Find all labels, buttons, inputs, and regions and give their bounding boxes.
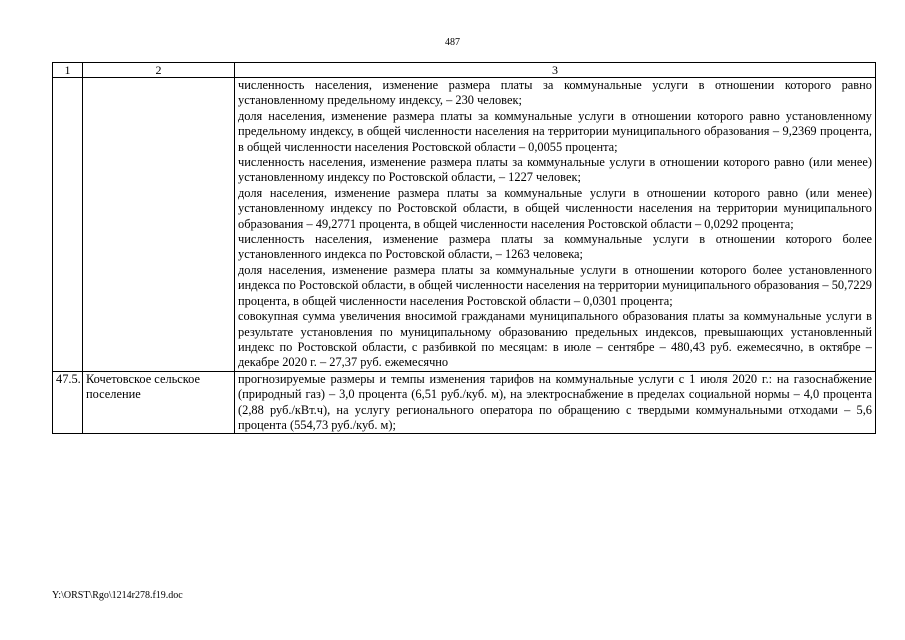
row-number-cell bbox=[53, 78, 83, 372]
content-paragraph: доля населения, изменение размера платы за коммунальные услуги в отношении которого более установленного индекса по Ростовской области, в общей численности населения на территории муниципального образования – 50,7229 процента, в общей численности населения Ростовской области – 0,0301 процента; bbox=[238, 262, 872, 308]
content-paragraph: совокупная сумма увеличения вносимой гражданами муниципального образования платы за коммунальные услуги в результате установления по муниципальному образованию предельных индексов, превышающих установленный индекс по Ростовской области, с разбивкой по месяцам: в июле – сентябре – 480,43 руб. ежемесячно, в октябре – декабре 2020 г. – 27,37 руб. ежемесячно bbox=[238, 309, 872, 370]
column-header-3: 3 bbox=[235, 63, 876, 78]
row-name-cell bbox=[83, 78, 235, 372]
content-paragraph: численность населения, изменение размера платы за коммунальные услуги в отношении которого равно (или менее) установленному индексу по Ростовской области, – 1227 человек; bbox=[238, 155, 872, 185]
content-paragraph: доля населения, изменение размера платы за коммунальные услуги в отношении которого равно (или менее) установленному индексу по Ростовской области, в общей численности населения на территории муниципального образования – 49,2771 процента, в общей численности населения Ростовской области – 0,0292 процента; bbox=[238, 185, 872, 231]
content-paragraph: численность населения, изменение размера платы за коммунальные услуги в отношении которого более установленного индекса по Ростовской области, – 1263 человека; bbox=[238, 232, 872, 262]
table-row bbox=[53, 371, 876, 434]
column-header-1: 1 bbox=[53, 63, 83, 78]
column-header-2: 2 bbox=[83, 63, 235, 78]
row-name-cell: Кочетовское сельское поселение bbox=[83, 371, 235, 434]
row-content-cell bbox=[235, 371, 876, 434]
document-table bbox=[52, 62, 876, 434]
table-header-row bbox=[53, 63, 876, 78]
content-paragraph: прогнозируемые размеры и темпы изменения тарифов на коммунальные услуги с 1 июля 2020 г.: на газоснабжение (природный газ) – 3,0 процента (6,51 руб./куб. м), на электроснабжение в пределах социальной нормы – 4,0 процента (2,88 руб./кВт.ч), на услугу регионального оператора по обращению с твердыми коммунальными отходами – 5,6 процента (554,73 руб./куб. м); bbox=[238, 371, 872, 432]
row-content-cell bbox=[235, 78, 876, 372]
footer-file-path: Y:\ORST\Rgo\1214r278.f19.doc bbox=[52, 590, 183, 601]
content-paragraph: доля населения, изменение размера платы за коммунальные услуги в отношении которого равно установленному предельному индексу, в общей численности населения на территории муниципального образования – 9,2369 процента, в общей численности населения Ростовской области – 0,0055 процента; bbox=[238, 108, 872, 154]
content-paragraph: численность населения, изменение размера платы за коммунальные услуги в отношении которого равно установленному предельному индексу, – 230 человек; bbox=[238, 78, 872, 108]
row-number-cell: 47.5. bbox=[53, 371, 83, 434]
table-row bbox=[53, 78, 876, 372]
page-number: 487 bbox=[445, 37, 460, 48]
